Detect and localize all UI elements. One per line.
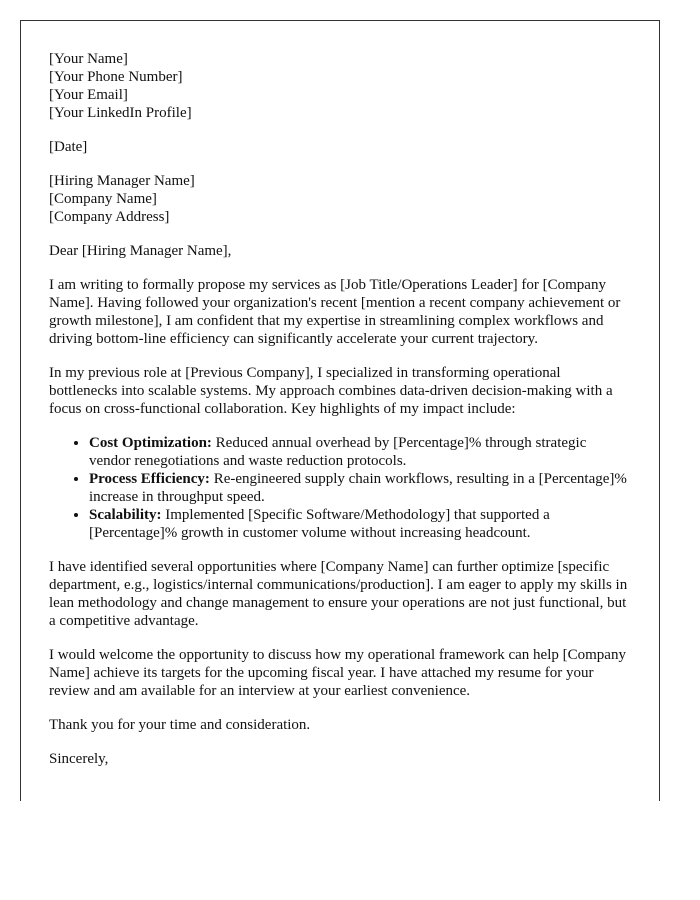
highlight-title: Process Efficiency: [89,471,210,487]
sender-email: [Your Email] [49,87,128,103]
recipient-block [49,172,631,226]
highlight-text: Reduced annual overhead by [Percentage]% through strategic vendor renegotiations and waste reduction protocols. [89,435,587,469]
recipient-address: [Company Address] [49,209,170,225]
highlights-list [49,434,631,542]
highlight-text: Re-engineered supply chain workflows, resulting in a [Percentage]% increase in throughput speed. [89,471,627,505]
experience-paragraph: In my previous role at [Previous Company], I specialized in transforming operational bottlenecks into scalable systems. My approach combines data-driven decision-making with a focus on cross-functional collaboration. Key highlights of my impact include: [49,365,613,417]
sender-name: [Your Name] [49,51,128,67]
letter-page [20,20,660,801]
signoff: Sincerely, [49,751,109,767]
interview-paragraph: I would welcome the opportunity to discuss how my operational framework can help [Company Name] achieve its targets for the upcoming fiscal year. I have attached my resume for your review and am available for an interview at your earliest convenience. [49,647,626,699]
highlight-text: Implemented [Specific Software/Methodology] that supported a [Percentage]% growth in customer volume without increasing headcount. [89,507,550,541]
sender-phone: [Your Phone Number] [49,69,183,85]
highlight-title: Scalability: [89,507,162,523]
sender-linkedin: [Your LinkedIn Profile] [49,105,192,121]
salutation: Dear [Hiring Manager Name], [49,243,232,259]
list-item [89,434,631,470]
recipient-name: [Hiring Manager Name] [49,173,195,189]
highlight-title: Cost Optimization: [89,435,212,451]
list-item [89,470,631,506]
thanks-paragraph: Thank you for your time and consideration. [49,717,311,733]
intro-paragraph: I am writing to formally propose my services as [Job Title/Operations Leader] for [Company Name]. Having followed your organization's recent [mention a recent company achievement or growth milestone], I am confident that my expertise in streamlining complex workflows and driving bottom-line efficiency can significantly accelerate your current trajectory. [49,277,621,347]
sender-block [49,50,631,122]
recipient-company: [Company Name] [49,191,157,207]
opportunities-paragraph: I have identified several opportunities where [Company Name] can further optimize [specific department, e.g., logistics/internal communications/production]. I am eager to apply my skills in lean methodology and change management to ensure your operations are not just functional, but a competitive advantage. [49,559,628,629]
list-item [89,506,631,542]
letter-date: [Date] [49,139,88,155]
